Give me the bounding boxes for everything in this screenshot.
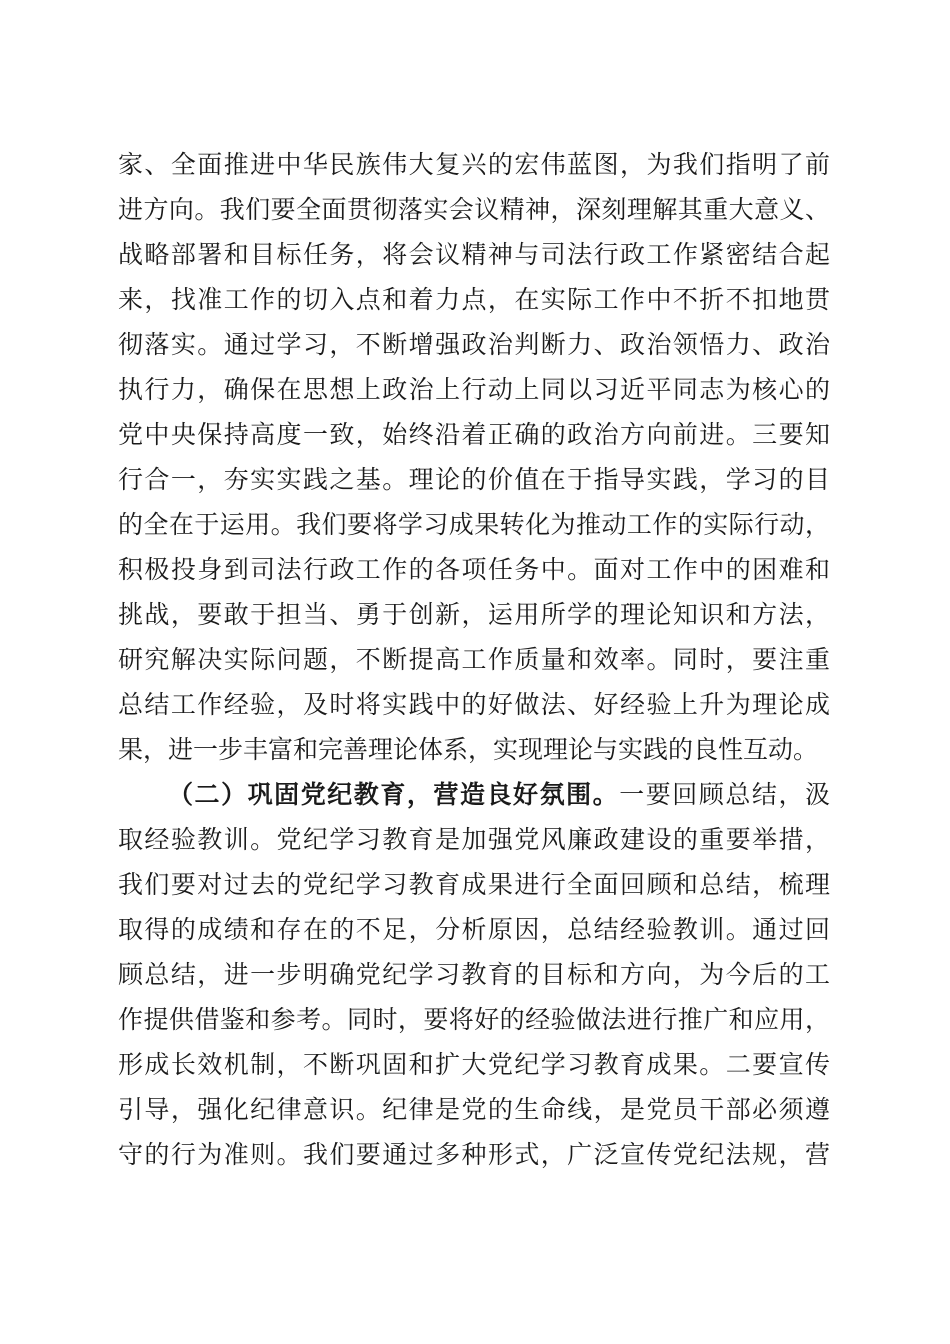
- text-line: 取得的成绩和存在的不足，分析原因，总结经验教训。通过回: [118, 915, 830, 944]
- text-line: 总结工作经验，及时将实践中的好做法、好经验上升为理论成: [118, 690, 830, 719]
- body-text: [118, 142, 830, 1177]
- text-line: 引导，强化纪律意识。纪律是党的生命线，是党员干部必须遵: [118, 1095, 830, 1124]
- text-line: 果，进一步丰富和完善理论体系，实现理论与实践的良性互动。: [118, 735, 819, 764]
- text-line: 挑战，要敢于担当、勇于创新，运用所学的理论知识和方法，: [118, 600, 830, 629]
- text-line: 战略部署和目标任务，将会议精神与司法行政工作紧密结合起: [118, 240, 830, 269]
- text-line: 党中央保持高度一致，始终沿着正确的政治方向前进。三要知: [118, 420, 830, 449]
- text-line: 形成长效机制，不断巩固和扩大党纪学习教育成果。二要宣传: [118, 1050, 830, 1079]
- text-line: 积极投身到司法行政工作的各项任务中。面对工作中的困难和: [118, 555, 830, 584]
- text-line: 作提供借鉴和参考。同时，要将好的经验做法进行推广和应用，: [118, 1005, 830, 1034]
- text-line: 研究解决实际问题，不断提高工作质量和效率。同时，要注重: [118, 645, 830, 674]
- text-line: 执行力，确保在思想上政治上行动上同以习近平同志为核心的: [118, 375, 830, 404]
- text-line: 来，找准工作的切入点和着力点，在实际工作中不折不扣地贯: [118, 285, 830, 314]
- text-line: 顾总结，进一步明确党纪学习教育的目标和方向，为今后的工: [118, 960, 830, 989]
- text-line: 行合一，夯实实践之基。理论的价值在于指导实践，学习的目: [118, 465, 830, 494]
- text-line: 的全在于运用。我们要将学习成果转化为推动工作的实际行动，: [118, 510, 830, 539]
- text-line: 彻落实。通过学习，不断增强政治判断力、政治领悟力、政治: [118, 330, 830, 359]
- text-line: 取经验教训。党纪学习教育是加强党风廉政建设的重要举措，: [118, 825, 830, 854]
- text-line: 守的行为准则。我们要通过多种形式，广泛宣传党纪法规，营: [118, 1140, 830, 1169]
- text-line: 我们要对过去的党纪学习教育成果进行全面回顾和总结，梳理: [118, 870, 830, 899]
- section-heading: （二）巩固党纪教育，营造良好氛围。: [168, 780, 620, 809]
- section-heading-line: [118, 772, 830, 817]
- text-line: 家、全面推进中华民族伟大复兴的宏伟蓝图，为我们指明了前: [118, 150, 830, 179]
- heading-line-text: 一要回顾总结，汲: [619, 780, 830, 809]
- text-line: 进方向。我们要全面贯彻落实会议精神，深刻理解其重大意义、: [118, 195, 830, 224]
